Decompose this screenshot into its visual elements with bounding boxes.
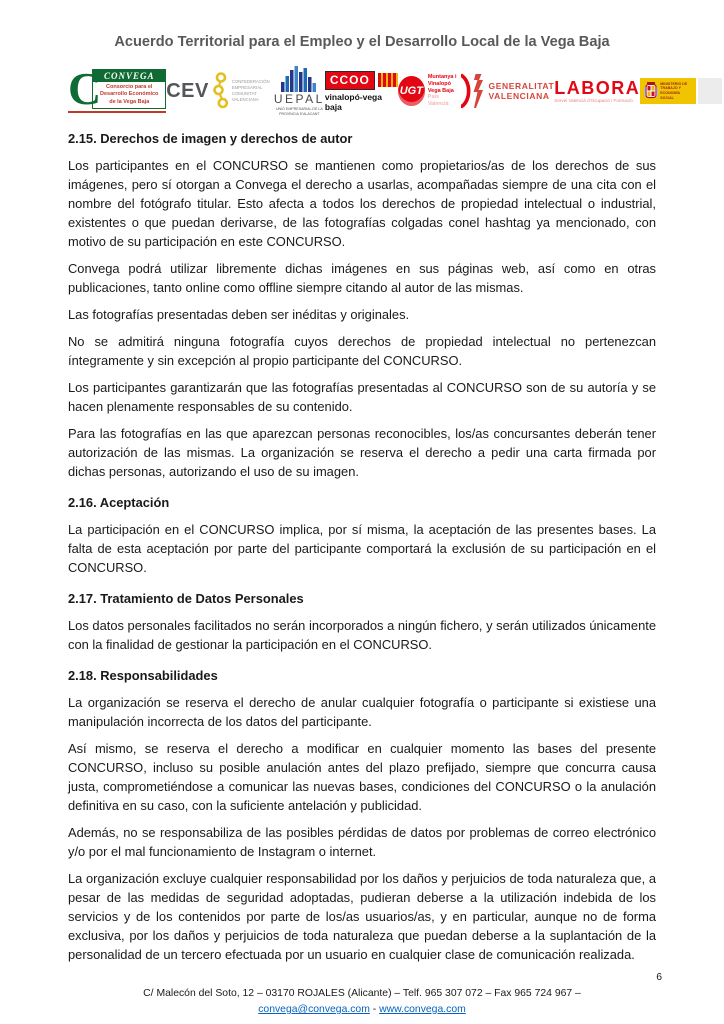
ugt-region-line: Vega Baja	[427, 87, 454, 94]
convega-subtitle: Consorcio para el Desarrollo Económico de la Vega Baja	[100, 84, 159, 105]
footer-address: C/ Malecón del Soto, 12 – 03170 ROJALES (Alicante) – Telf. 965 307 072 – Fax 965 724 967 –	[143, 988, 581, 999]
uepal-bars-icon	[281, 66, 317, 92]
page-footer	[68, 972, 662, 1016]
gobierno-espana-logo	[640, 78, 722, 104]
labora-wordmark: LABORA	[554, 78, 641, 98]
ugt-region-line: Muntanya i	[427, 73, 457, 80]
footer-link-separator: -	[372, 1004, 377, 1015]
ccoo-flag-stripes-icon	[378, 73, 398, 87]
cev-chain-icon	[212, 72, 229, 110]
ugt-region-line: Vinalopó	[427, 80, 451, 87]
paragraph: Así mismo, se reserva el derecho a modificar en cualquier momento las bases del presente CONCURSO, incluso su posible anulación antes del plazo prefijado, siempre que concurra causa justa, comprometiéndose a comunicar las nuevas bases, condiciones del CONCURSO o la anulación definitiva en su caso, con la suficiente antelación y publicidad.	[68, 741, 656, 813]
uepal-logo	[274, 66, 325, 117]
paragraph: Los participantes en el CONCURSO se mantienen como propietarios/as de los derechos de sus imágenes, pero sí otorgan a Convega el derecho a usarlas, acompañadas siempre de una cita con el nombre del fotógrafo titular. Esto afecta a todos los derechos de propiedad intelectual o industrial, existentes o que puedan derivarse, de las fotografías colgadas conel hashtag ya mencionado, con motivo de su participación en este CONCURSO.	[68, 158, 656, 249]
paragraph: Los datos personales facilitados no serán incorporados a ningún fichero, y serán utilizados únicamente con la finalidad de gestionar la participación en el CONCURSO.	[68, 618, 656, 652]
gva-wordmark: GENERALITAT VALENCIANA	[488, 80, 555, 101]
ugt-logo	[398, 72, 472, 110]
uepal-wordmark: UEPAL	[273, 91, 325, 106]
section-2-18	[68, 666, 656, 964]
labora-subtitle: Servei Valencià d'Ocupació i Formació	[554, 98, 633, 103]
convega-logo	[68, 63, 166, 114]
paragraph: La organización se reserva el derecho de anular cualquier fotografía o participante si existiese una manipulación incorrecta de los datos del participante.	[68, 695, 656, 729]
cev-logo	[166, 72, 274, 110]
ugt-roundel: UGT	[398, 76, 425, 106]
ccoo-logo	[325, 71, 398, 112]
footer-links	[68, 1003, 656, 1016]
ugt-region-lines	[428, 74, 458, 108]
labora-logo	[554, 79, 640, 103]
spain-secondary-box	[698, 78, 722, 104]
section-2-17	[68, 589, 656, 654]
paragraph: Los participantes garantizarán que las fotografías presentadas al CONCURSO son de su autoría y se hacen plenamente responsables de su contenido.	[68, 380, 656, 414]
section-heading: 2.17. Tratamiento de Datos Personales	[68, 591, 304, 606]
paragraph: Convega podrá utilizar libremente dichas imágenes en sus páginas web, así como en otras publicaciones, tanto online como offline siempre citando al autor de las mismas.	[68, 261, 656, 295]
paragraph: Además, no se responsabiliza de las posibles pérdidas de datos por problemas de correo electrónico y/o por el mal funcionamiento de Instagram o internet.	[68, 825, 656, 859]
partner-logos-row	[68, 63, 688, 119]
section-heading: 2.16. Aceptación	[68, 495, 170, 510]
footer-email-link[interactable]: convega@convega.com	[258, 1004, 370, 1015]
paragraph: Para las fotografías en las que aparezcan personas reconocibles, los/as concursantes deberán tener autorización de las mismas. La organización se reserva el derecho a pedir una carta firmada por dichas personas, autorizando el uso de su imagen.	[68, 426, 656, 479]
cev-wordmark: CEV	[166, 79, 209, 102]
ugt-region-line: País Valencià	[427, 94, 449, 108]
document-body	[68, 129, 656, 964]
footer-website-link[interactable]: www.convega.com	[379, 1004, 466, 1015]
convega-c-mark: C	[68, 63, 102, 114]
section-heading: 2.18. Responsabilidades	[68, 668, 218, 683]
section-heading: 2.15. Derechos de imagen y derechos de autor	[68, 131, 353, 146]
spain-coat-of-arms-icon	[644, 81, 658, 101]
cev-subtitle: CONFEDERACIÓN EMPRESARIAL COMUNITAT VALENCIANA	[231, 78, 270, 103]
page-number: 6	[656, 972, 662, 983]
document-title: Acuerdo Territorial para el Empleo y el Desarrollo Local de la Vega Baja	[114, 34, 610, 50]
section-2-16	[68, 493, 656, 577]
ugt-arc-icon	[461, 72, 472, 110]
ccoo-wordmark: CCOO	[325, 71, 375, 90]
convega-wordmark: CONVEGA	[93, 70, 165, 82]
uepal-subtitle: UNIÓ EMPRESARIAL DE LA PROVÍNCIA D'ALACANT	[275, 106, 323, 116]
ccoo-subtitle: vinalopó-vega baja	[324, 91, 382, 112]
gva-emblem-icon	[472, 74, 485, 108]
generalitat-valenciana-logo	[472, 74, 555, 108]
paragraph: La organización excluye cualquier responsabilidad por los daños y perjuicios de toda naturaleza que, a pesar de las medidas de seguridad adoptadas, pudieran deberse a la utilización indebida de los servicios y de los contenidos por parte de los/as usuarios/as, y en particular, aunque no de forma exclusiva, por los daños y perjuicios de toda naturaleza que puedan deberse a la suplantación de la personalidad de un tercero efectuada por un usuario en cualquier clase de comunicación realizada.	[68, 871, 656, 962]
paragraph: La participación en el CONCURSO implica, por sí misma, la aceptación de las presentes bases. La falta de esta aceptación por parte del participante comportará la exclusión de su participación en el CONCURSO.	[68, 522, 656, 575]
paragraph: No se admitirá ninguna fotografía cuyos derechos de propiedad intelectual no pertenezcan íntegramente y sin excepción al propio participante del CONCURSO.	[68, 334, 656, 368]
section-2-15	[68, 129, 656, 481]
paragraph: Las fotografías presentadas deben ser inéditas y originales.	[68, 307, 410, 322]
spain-ministry-label: MINISTERIO DE TRABAJO Y ECONOMÍA SOCIAL	[660, 81, 688, 100]
